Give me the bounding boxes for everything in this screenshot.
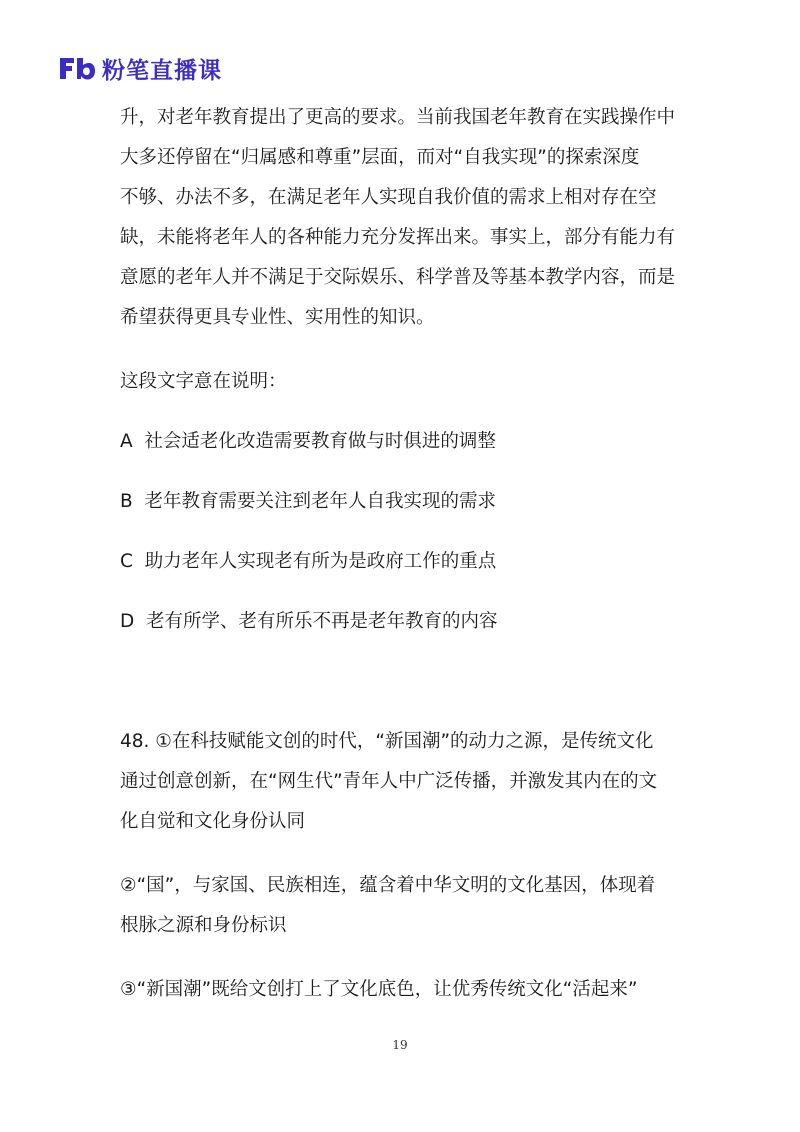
- passage-line: 缺，未能将老年人的各种能力充分发挥出来。事实上，部分有能力有: [120, 227, 676, 248]
- q48-line: 根脉之源和身份标识: [120, 915, 287, 936]
- passage-line: 希望获得更具专业性、实用性的知识。: [120, 307, 435, 328]
- option-text: 社会适老化改造需要教育做与时俱进的调整: [144, 431, 496, 452]
- option-c: [120, 542, 680, 582]
- question-stem: 这段文字意在说明：: [120, 371, 287, 392]
- fenbi-logo-icon: [58, 54, 96, 82]
- q48-line: 48. ①在科技赋能文创的时代，“新国潮”的动力之源，是传统文化: [120, 731, 654, 752]
- q48-line: ②“国”，与家国、民族相连，蕴含着中华文明的文化基因，体现着: [120, 875, 656, 896]
- page-number: 19: [392, 1038, 408, 1052]
- option-letter: D: [120, 611, 135, 632]
- passage-line: 意愿的老年人并不满足于交际娱乐、科学普及等基本教学内容，而是: [120, 267, 676, 288]
- brand-header: [58, 52, 222, 84]
- passage-line: 不够、办法不多，在满足老年人实现自我价值的需求上相对存在空: [120, 187, 657, 208]
- question-48-item-3: [120, 970, 680, 1010]
- question-48-item-2: [120, 866, 680, 946]
- brand-name: 粉笔直播课: [102, 57, 222, 84]
- option-d: [120, 602, 680, 642]
- option-b: [120, 482, 680, 522]
- option-text: 助力老年人实现老有所为是政府工作的重点: [144, 551, 497, 572]
- option-text: 老年教育需要关注到老年人自我实现的需求: [144, 491, 496, 512]
- option-letter: C: [120, 551, 133, 572]
- option-text: 老有所学、老有所乐不再是老年教育的内容: [146, 611, 498, 632]
- option-letter: B: [120, 491, 133, 512]
- passage-line: 大多还停留在“归属感和尊重”层面，而对“自我实现”的探索深度: [120, 147, 640, 168]
- q48-line: 通过创意创新，在“网生代”青年人中广泛传播，并激发其内在的文: [120, 771, 658, 792]
- q48-line: ③“新国潮”既给文创打上了文化底色，让优秀传统文化“活起来”: [120, 979, 638, 1000]
- q48-line: 化自觉和文化身份认同: [120, 811, 306, 832]
- option-a: [120, 422, 680, 462]
- question-48-item-1: [120, 722, 680, 842]
- passage-line: 升，对老年教育提出了更高的要求。当前我国老年教育在实践操作中: [120, 107, 676, 128]
- passage: [120, 98, 680, 338]
- document-content: [120, 98, 680, 1010]
- option-letter: A: [120, 431, 133, 452]
